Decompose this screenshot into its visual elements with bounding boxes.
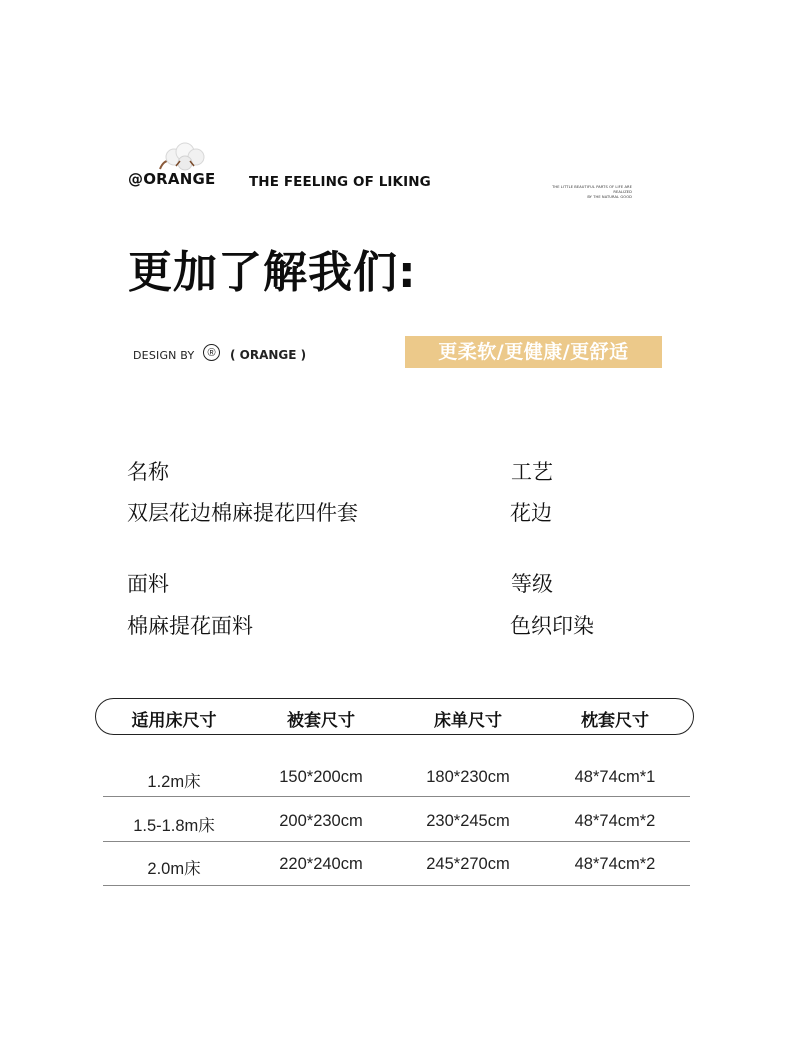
design-by-label: DESIGN BY — [133, 349, 195, 362]
spec-fabric-label: 面料 — [127, 572, 169, 596]
tiny-slogan-line-1: THE LITTLE BEAUTIFUL PARTS OF LIFE ARE REALIZED — [552, 185, 632, 194]
spec-craft-value: 花边 — [510, 501, 552, 525]
spec-grade-value: 色织印染 — [510, 614, 594, 638]
spec-grade-label: 等级 — [511, 572, 553, 596]
size-table-cell: 245*270cm — [426, 855, 510, 873]
size-table-cell: 200*230cm — [279, 812, 363, 830]
size-table-cell: 1.2m床 — [147, 773, 201, 791]
size-table-header: 被套尺寸 — [287, 711, 355, 731]
spec-name-value: 双层花边棉麻提花四件套 — [127, 501, 358, 525]
size-table-cell: 150*200cm — [279, 768, 363, 786]
spec-fabric-value: 棉麻提花面料 — [127, 614, 253, 638]
page-title: 更加了解我们: — [128, 247, 417, 298]
registered-mark: ® — [203, 344, 220, 361]
table-row-divider — [103, 796, 690, 797]
spec-name-label: 名称 — [127, 460, 169, 484]
size-table-cell: 230*245cm — [426, 812, 510, 830]
tiny-slogan-line-2: BY THE NATURAL GOOD — [587, 195, 632, 199]
table-row-divider — [103, 885, 690, 886]
size-table-cell: 48*74cm*1 — [574, 768, 656, 786]
feature-banner: 更柔软/更健康/更舒适 — [405, 336, 662, 368]
brand-logo-text: @ORANGE — [128, 170, 216, 188]
size-table-cell: 1.5-1.8m床 — [133, 817, 215, 835]
size-table-cell: 48*74cm*2 — [574, 855, 656, 873]
design-brand: ( ORANGE ) — [230, 348, 307, 362]
size-table-cell: 220*240cm — [279, 855, 363, 873]
size-table-cell: 180*230cm — [426, 768, 510, 786]
spec-craft-label: 工艺 — [511, 460, 553, 484]
size-table-header: 枕套尺寸 — [581, 711, 649, 731]
tagline: THE FEELING OF LIKING — [249, 174, 431, 190]
tiny-slogan — [540, 185, 632, 200]
size-table-cell: 2.0m床 — [147, 860, 201, 878]
table-row-divider — [103, 841, 690, 842]
size-table-header: 床单尺寸 — [434, 711, 502, 731]
size-table-header: 适用床尺寸 — [131, 711, 217, 731]
size-table-cell: 48*74cm*2 — [574, 812, 656, 830]
